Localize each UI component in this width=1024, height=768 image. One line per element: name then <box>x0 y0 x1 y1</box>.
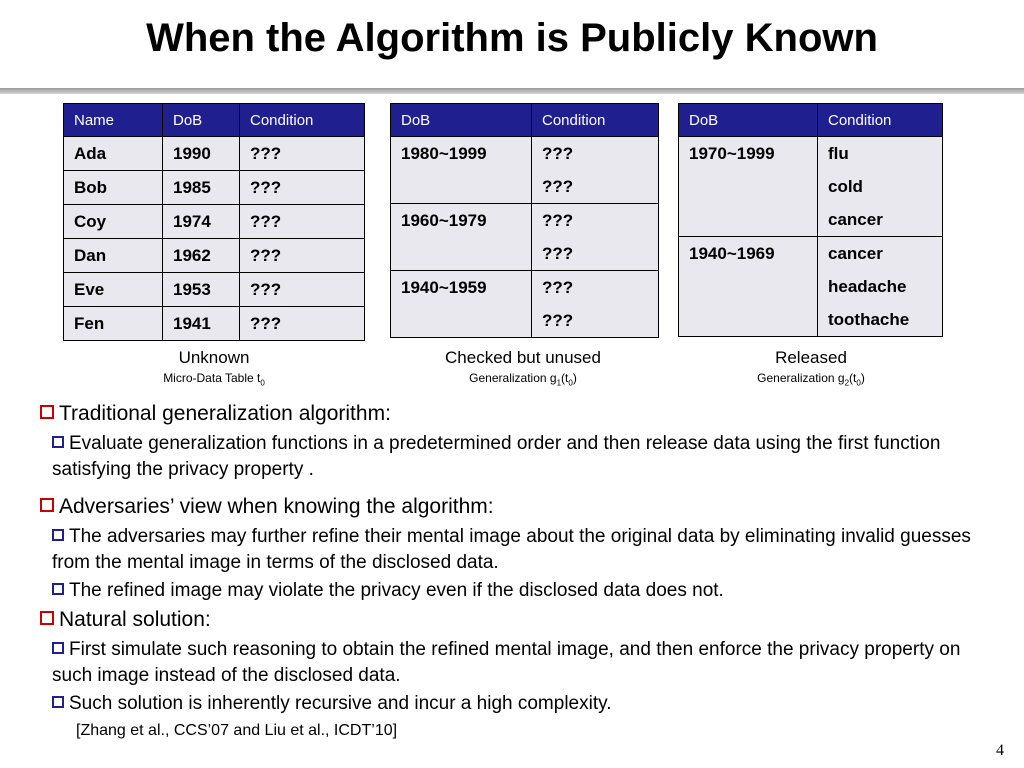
table-row <box>679 170 943 203</box>
cell: ??? <box>240 171 365 205</box>
cell: ??? <box>240 205 365 239</box>
caption-sub-text: Micro-Data Table t <box>163 371 261 385</box>
cell: cold <box>818 170 943 203</box>
caption-sub-text: Generalization g <box>469 371 557 385</box>
bullet-traditional <box>40 402 391 426</box>
sub-bullet <box>52 524 972 576</box>
cell: ??? <box>240 137 365 171</box>
header-dob: DoB <box>679 104 818 137</box>
cell: ??? <box>240 307 365 341</box>
cell: Fen <box>64 307 163 341</box>
caption-subscript: 0 <box>568 378 573 388</box>
cell <box>391 237 532 271</box>
cell: ??? <box>532 304 659 338</box>
bullet-text: Adversaries’ view when knowing the algorithm: <box>59 495 494 518</box>
table-row <box>64 307 365 341</box>
caption-sub <box>390 371 656 387</box>
cell: ??? <box>532 170 659 204</box>
header-condition: Condition <box>818 104 943 137</box>
bullet-natural-solution <box>40 608 211 632</box>
cell <box>391 304 532 338</box>
bullet-text: Such solution is inherently recursive and incur a high complexity. <box>69 693 612 714</box>
cell: Eve <box>64 273 163 307</box>
caption-sub-text: ) <box>860 371 865 385</box>
table-row <box>679 237 943 271</box>
cell <box>679 170 818 203</box>
caption-subscript: 1 <box>556 378 562 388</box>
cell <box>679 303 818 337</box>
micro-data-table <box>63 103 365 341</box>
cell: ??? <box>532 237 659 271</box>
bullet-text: Traditional generalization algorithm: <box>59 402 391 425</box>
cell: 1970~1999 <box>679 137 818 171</box>
cell: ??? <box>240 273 365 307</box>
square-bullet-icon <box>40 611 54 625</box>
cell <box>679 270 818 303</box>
cell: cancer <box>818 203 943 237</box>
caption-subscript: 0 <box>260 378 265 388</box>
slide-title: When the Algorithm is Publicly Known <box>146 16 878 60</box>
cell: 1953 <box>163 273 240 307</box>
table-row <box>64 137 365 171</box>
table-row <box>64 171 365 205</box>
table-row <box>679 270 943 303</box>
sub-bullet <box>52 431 972 483</box>
table-row <box>391 304 659 338</box>
cell: 1960~1979 <box>391 204 532 238</box>
cell: 1974 <box>163 205 240 239</box>
table-row <box>64 273 365 307</box>
caption-sub-text: (t <box>561 371 569 385</box>
caption-sub-text: ) <box>572 371 577 385</box>
caption-table1 <box>390 348 656 387</box>
generalization-g1-table <box>390 103 659 338</box>
caption-main: Released <box>775 348 847 367</box>
cell: cancer <box>818 237 943 271</box>
table-row <box>391 204 659 238</box>
cell: toothache <box>818 303 943 337</box>
caption-sub-text: (t <box>849 371 857 385</box>
table-row <box>391 271 659 305</box>
header-condition: Condition <box>240 104 365 137</box>
cell: headache <box>818 270 943 303</box>
title-rule <box>0 88 1024 94</box>
bullet-text: The refined image may violate the privacy even if the disclosed data does not. <box>69 580 724 601</box>
cell: 1980~1999 <box>391 137 532 171</box>
caption-subscript: 0 <box>856 378 861 388</box>
table-row <box>64 205 365 239</box>
header-dob: DoB <box>391 104 532 137</box>
table-row <box>64 239 365 273</box>
cell: 1962 <box>163 239 240 273</box>
reference-citation: [Zhang et al., CCS’07 and Liu et al., ICDT’10] <box>76 722 398 739</box>
table-row <box>679 203 943 237</box>
cell: Dan <box>64 239 163 273</box>
bullet-text: Evaluate generalization functions in a predetermined order and then release data using the first function satisfying the privacy property . <box>52 433 941 480</box>
header-dob: DoB <box>163 104 240 137</box>
caption-main: Unknown <box>178 348 250 367</box>
caption-sub-text: Generalization g <box>757 371 845 385</box>
cell: ??? <box>240 239 365 273</box>
cell: 1940~1959 <box>391 271 532 305</box>
cell: ??? <box>532 271 659 305</box>
caption-subscript: 2 <box>844 378 850 388</box>
cell: ??? <box>532 204 659 238</box>
square-bullet-icon <box>52 583 64 595</box>
bullet-text: Natural solution: <box>59 608 211 631</box>
caption-table0 <box>63 348 365 387</box>
caption-main: Checked but unused <box>445 348 601 367</box>
table-row <box>391 237 659 271</box>
caption-sub <box>63 371 365 387</box>
cell: Ada <box>64 137 163 171</box>
cell <box>679 203 818 237</box>
sub-bullet <box>52 691 972 717</box>
page-number: 4 <box>996 742 1004 759</box>
bullet-text: The adversaries may further refine their mental image about the original data by eliminating invalid guesses from the mental image in terms of the disclosed data. <box>52 526 971 573</box>
cell: flu <box>818 137 943 171</box>
cell: ??? <box>532 137 659 171</box>
caption-sub <box>678 371 944 387</box>
table-row <box>391 170 659 204</box>
square-bullet-icon <box>40 405 54 419</box>
square-bullet-icon <box>52 642 64 654</box>
cell: Bob <box>64 171 163 205</box>
cell <box>391 170 532 204</box>
cell: 1941 <box>163 307 240 341</box>
square-bullet-icon <box>52 436 64 448</box>
table-row <box>391 137 659 171</box>
square-bullet-icon <box>52 696 64 708</box>
sub-bullet <box>52 578 972 604</box>
cell: 1985 <box>163 171 240 205</box>
header-condition: Condition <box>532 104 659 137</box>
header-name: Name <box>64 104 163 137</box>
cell: 1940~1969 <box>679 237 818 271</box>
table-row <box>679 137 943 171</box>
square-bullet-icon <box>40 498 54 512</box>
caption-table2 <box>678 348 944 387</box>
generalization-g2-table <box>678 103 943 337</box>
cell: 1990 <box>163 137 240 171</box>
square-bullet-icon <box>52 529 64 541</box>
cell: Coy <box>64 205 163 239</box>
table-row <box>679 303 943 337</box>
bullet-adversaries <box>40 495 494 519</box>
sub-bullet <box>52 637 972 689</box>
bullet-text: First simulate such reasoning to obtain the refined mental image, and then enforce the privacy property on such image instead of the disclosed data. <box>52 639 961 686</box>
